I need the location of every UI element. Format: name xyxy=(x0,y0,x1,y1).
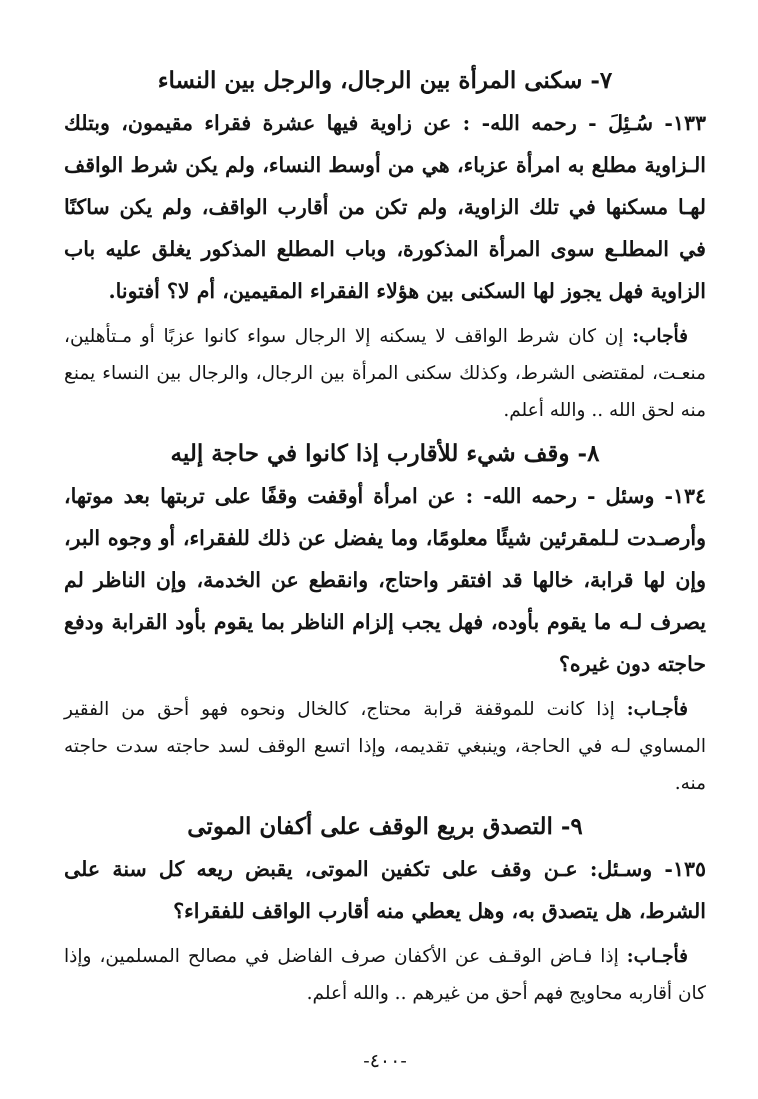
page-number: -٤٠٠- xyxy=(363,1050,407,1072)
answer-label: فأجـاب: xyxy=(626,699,688,720)
answer-label: فأجـاب: xyxy=(626,946,688,967)
question-paragraph: ١٣٣- سُـئِلَ - رحمه الله- : عن زاوية فيها عشرة فقراء مقيمون، وبتلك الـزاوية مطلع به امرأة عزباء، هي من أوسط النساء، ولم يكن شرط الواقف لهـا مسكنها في تلك الزاوية، ولم تكن من أقارب الواقف، ولم يكن ساكنًا في المطلـع سوى المرأة المذكورة، وباب المطلع المذكور يغلق عليه باب الزاوية فهل يجوز لها السكنى بين هؤلاء الفقراء المقيمين، أم لا؟ أفتونا. xyxy=(64,111,706,303)
answer-label: فأجاب: xyxy=(632,326,688,347)
section-heading: ٧- سكنى المرأة بين الرجال، والرجل بين النساء xyxy=(157,67,613,94)
answer-paragraph xyxy=(64,938,706,1012)
document-page xyxy=(64,62,706,1072)
answer-text: إن كان شرط الواقف لا يسكنه إلا الرجال سواء كانوا عزبًا أو مـتأهلين، منعـت، لمقتضى الشرط، وكذلك سكنى المرأة بين الرجال، والرجال بين النساء يمنع منه لحق الله .. والله أعلم. xyxy=(64,326,706,421)
question-paragraph: ١٣٥- وسـئل: عـن وقف على تكفين الموتى، يقبض ريعه كل سنة على الشرط، هل يتصدق به، وهل يعطي منه أقارب الواقف للفقراء؟ xyxy=(64,857,706,923)
answer-text: إذا كانت للموقفة قرابة محتاج، كالخال ونحوه فهو أحق من الفقير المساوي لـه في الحاجة، وينبغي تقديمه، وإذا اتسع الوقف لسد حاجته سدت حاجته منه. xyxy=(64,699,706,794)
section-8 xyxy=(64,435,706,802)
answer-text: إذا فـاض الوقـف عن الأكفان صرف الفاضل في مصالح المسلمين، وإذا كان أقاربه محاويج فهم أحق من غيرهم .. والله أعلم. xyxy=(64,946,706,1004)
section-7 xyxy=(64,62,706,429)
question-paragraph: ١٣٤- وسئل - رحمه الله- : عن امرأة أوقفت وقفًا على تربتها بعد موتها، وأرصـدت لـلمقرئين شيئًا معلومًا، وما يفضل عن ذلك للفقراء، أو وجوه البر، وإن لها قرابة، خالها قد افتقر واحتاج، وانقطع عن الخدمة، وإن الناظر لم يصرف لـه ما يقوم بأوده، فهل يجب إلزام الناظر بما يقوم بأود القرابة ودفع حاجته دون غيره؟ xyxy=(64,484,706,676)
section-9 xyxy=(64,808,706,1012)
answer-paragraph xyxy=(64,691,706,802)
section-heading: ٨- وقف شيء للأقارب إذا كانوا في حاجة إليه xyxy=(170,440,600,467)
section-heading: ٩- التصدق بريع الوقف على أكفان الموتى xyxy=(187,813,583,840)
answer-paragraph xyxy=(64,318,706,429)
